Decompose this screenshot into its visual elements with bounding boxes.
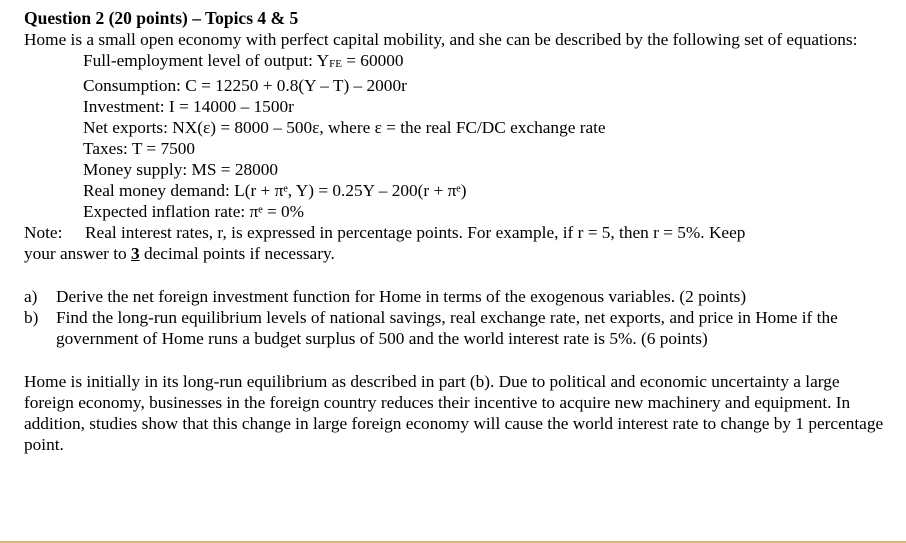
equation-consumption: Consumption: C = 12250 + 0.8(Y – T) – 2000r: [83, 76, 407, 95]
equation-money-demand: Real money demand: L(r + πᵉ, Y) = 0.25Y – 200(r + πᵉ): [83, 181, 467, 200]
note-text-1: Real interest rates, r, is expressed in percentage points. For example, if r = 5, then r = 5%. Keep: [85, 223, 746, 242]
equation-net-exports: Net exports: NX(ε) = 8000 – 500ε, where ε = the real FC/DC exchange rate: [83, 118, 606, 137]
equation-investment: Investment: I = 14000 – 1500r: [83, 97, 294, 116]
note-text-2-pre: your answer to: [24, 244, 132, 263]
part-a-text: Derive the net foreign investment function for Home in terms of the exogenous variables. (2 points): [56, 287, 747, 306]
equation-output: [83, 50, 884, 75]
note: [24, 222, 884, 243]
output-label: Full-employment level of output: Y: [83, 51, 330, 70]
part-b: [24, 307, 884, 349]
part-b-text: Find the long-run equilibrium levels of national savings, real exchange rate, net exports, and price in Home if the government of Home runs a budget surplus of 500 and the world interest rate is 5%. (6 points): [56, 308, 838, 348]
intro-text: Home is a small open economy with perfect capital mobility, and she can be described by the following set of equations:: [24, 30, 858, 49]
equation-money-supply: Money supply: MS = 28000: [83, 160, 279, 179]
part-a: [24, 286, 884, 307]
output-subscript: FE: [329, 58, 342, 70]
note-text-2: [24, 243, 884, 264]
note-label: Note:: [24, 223, 63, 242]
note-text-2-post: decimal points if necessary.: [139, 244, 335, 263]
equation-expected-inflation: Expected inflation rate: πᵉ = 0%: [83, 202, 305, 221]
question-title: Question 2 (20 points) – Topics 4 & 5: [24, 8, 299, 28]
output-value: = 60000: [341, 51, 404, 70]
note-decimal-count: 3: [131, 244, 140, 263]
part-b-label: b): [24, 308, 39, 327]
equation-taxes: Taxes: T = 7500: [83, 139, 196, 158]
closing-paragraph: Home is initially in its long-run equilibrium as described in part (b). Due to political and economic uncertainty a large foreign economy, businesses in the foreign country reduces their incentive to acquire new machinery and equipment. In addition, studies show that this change in large foreign economy will cause the world interest rate to change by 1 percentage point.: [24, 372, 884, 454]
part-a-label: a): [24, 287, 38, 306]
equation-list: [83, 50, 884, 222]
question-page: [24, 8, 884, 455]
